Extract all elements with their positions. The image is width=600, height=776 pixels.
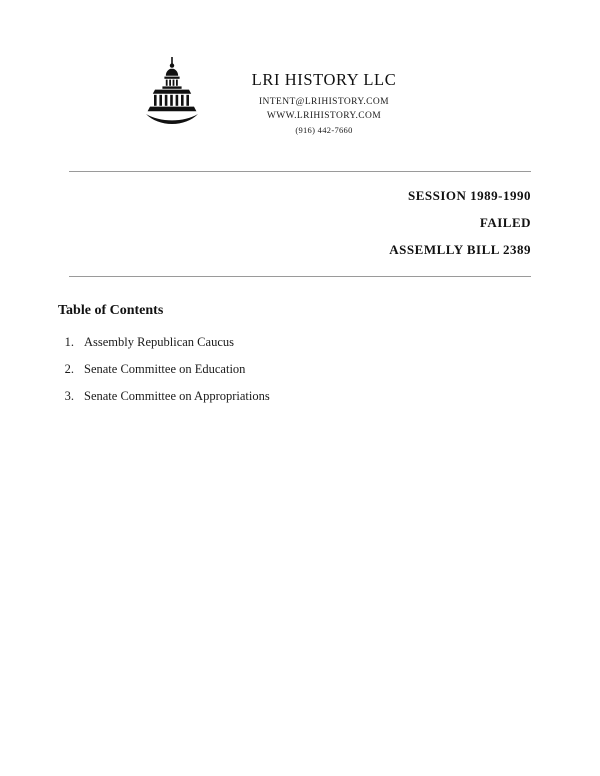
table-of-contents bbox=[0, 277, 600, 404]
list-item[interactable] bbox=[58, 362, 600, 377]
list-item-number: 3. bbox=[64, 389, 74, 403]
capitol-dome-icon bbox=[142, 56, 204, 128]
list-item-label: Senate Committee on Appropriations bbox=[84, 389, 270, 403]
letterhead bbox=[0, 0, 600, 135]
list-item-label: Assembly Republican Caucus bbox=[84, 335, 234, 349]
list-item[interactable] bbox=[58, 389, 600, 404]
table-of-contents-title: Table of Contents bbox=[58, 303, 164, 318]
bill-status: FAILED bbox=[479, 215, 531, 230]
table-of-contents-list bbox=[58, 335, 600, 404]
list-item-label: Senate Committee on Education bbox=[84, 362, 246, 376]
list-item[interactable] bbox=[58, 335, 600, 350]
list-item-number: 1. bbox=[64, 335, 74, 349]
logo-container bbox=[0, 56, 218, 128]
organization-block bbox=[218, 56, 430, 135]
organization-phone: (916) 442-7660 bbox=[295, 125, 353, 135]
list-item-number: 2. bbox=[64, 362, 74, 376]
organization-name: LRI HISTORY LLC bbox=[251, 70, 397, 89]
bill-session: SESSION 1989-1990 bbox=[408, 188, 531, 203]
bill-heading bbox=[69, 172, 531, 258]
bill-number: ASSEMLLY BILL 2389 bbox=[389, 242, 531, 257]
organization-website: WWW.LRIHISTORY.COM bbox=[266, 111, 382, 121]
organization-email: INTENT@LRIHISTORY.COM bbox=[258, 97, 389, 107]
